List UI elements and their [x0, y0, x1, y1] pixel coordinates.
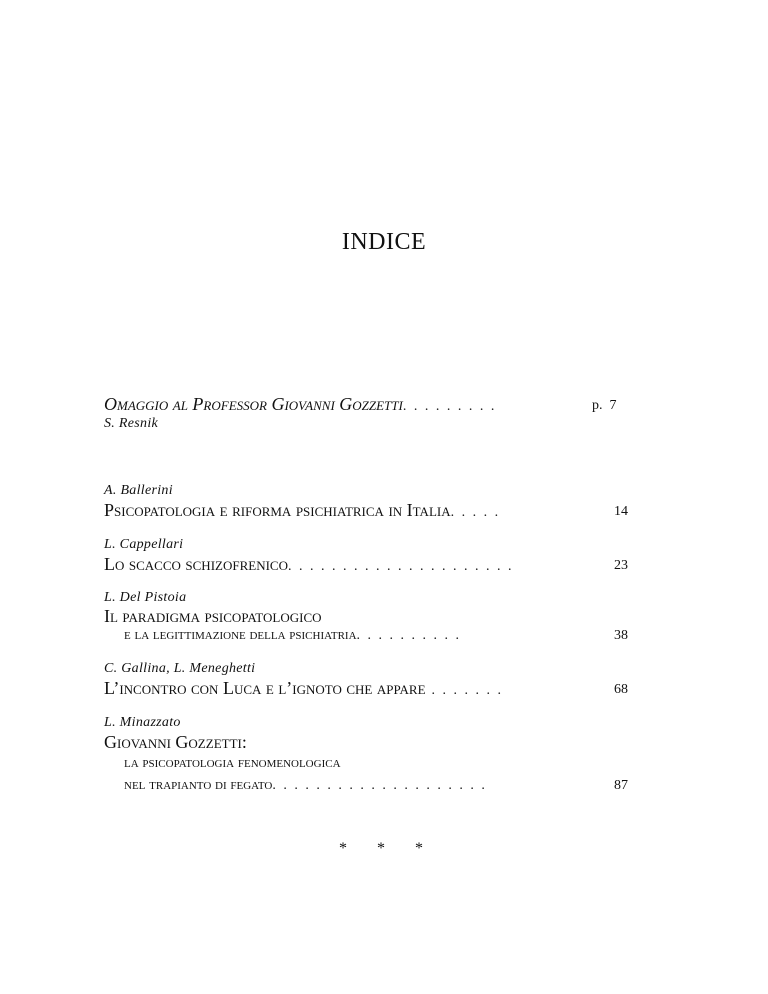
page-title: INDICE [341, 229, 427, 255]
entry-author: A. Ballerini [104, 483, 173, 498]
entry-title: Il paradigma psicopatologico [104, 606, 322, 626]
toc-entry-title [104, 394, 496, 415]
toc-entry-subtitle [124, 626, 461, 644]
leader-dots: . . . . . . . . . [402, 399, 497, 414]
entry-title: Giovanni Gozzetti: [104, 732, 247, 752]
page-number: 38 [614, 628, 628, 643]
entry-author: L. Minazzato [104, 715, 181, 730]
entry-title: Omaggio al Professor Giovanni Gozzetti [104, 394, 403, 414]
page-number: 87 [614, 778, 628, 793]
leader-dots: . . . . . . . . . . . . . . . . . . . . . [287, 559, 514, 574]
entry-title: Psicopatologia e riforma psichiatrica in Italia [104, 500, 451, 520]
entry-author: C. Gallina, L. Meneghetti [104, 661, 256, 676]
leader-dots: . . . . . [450, 505, 501, 520]
leader-dots: . . . . . . . . . . [356, 628, 462, 643]
toc-entry-subtitle [124, 754, 341, 772]
toc-entry-title [104, 678, 503, 699]
page-number: 23 [614, 558, 628, 573]
toc-entry-title [104, 732, 247, 753]
leader-dots: . . . . . . . . . . . . . . . . . . . . [272, 778, 487, 793]
entry-author: L. Del Pistoia [104, 590, 187, 605]
toc-entry-title [104, 500, 500, 521]
toc-entry-subtitle [124, 776, 487, 794]
page-number: 14 [614, 504, 628, 519]
entry-subtitle: nel trapianto di fegato [124, 777, 273, 793]
entry-title: L’incontro con Luca e l’ignoto che appare [104, 678, 426, 698]
entry-subtitle: e la legittimazione della psichiatria [124, 627, 357, 643]
leader-dots: . . . . . . . [431, 683, 504, 698]
page-value: 7 [609, 398, 617, 413]
page-number [592, 398, 617, 414]
toc-entry-title [104, 606, 322, 627]
ornament-stars: * * * [339, 840, 429, 857]
entry-author: S. Resnik [104, 416, 159, 431]
entry-author: L. Cappellari [104, 537, 184, 552]
page-number: 68 [614, 682, 628, 697]
page-prefix: p. [592, 398, 603, 413]
toc-entry-title [104, 554, 513, 575]
entry-title: Lo scacco schizofrenico [104, 554, 288, 574]
entry-subtitle: la psicopatologia fenomenologica [124, 755, 341, 771]
